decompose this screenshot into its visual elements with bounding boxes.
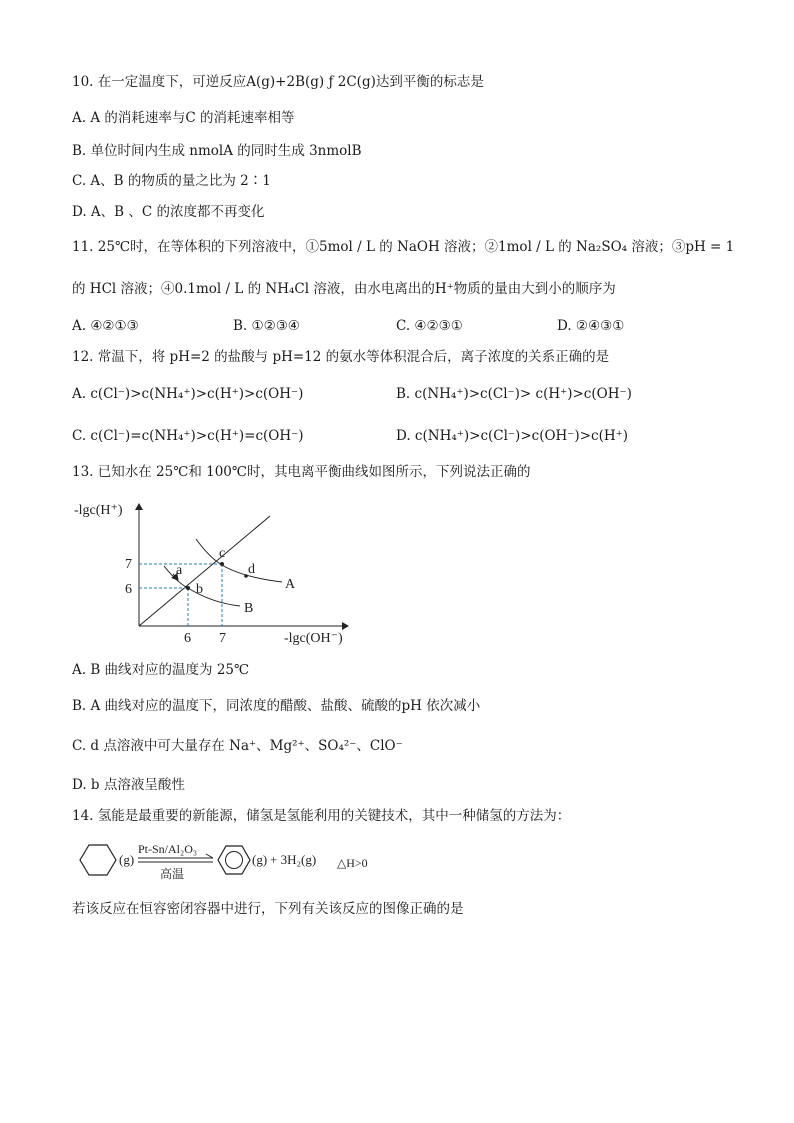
q13-option-a: A. B 曲线对应的温度为 25℃ xyxy=(72,662,250,678)
enthalpy-label: △H>0 xyxy=(337,856,368,870)
y-tick-7: 7 xyxy=(125,557,132,572)
q11-option-b: B. ①②③④ xyxy=(233,318,300,334)
x-tick-6: 6 xyxy=(184,631,191,646)
q13-graph xyxy=(72,492,362,652)
catalyst-label: Pt-Sn/Al₂O₃ xyxy=(138,842,198,856)
condition-label: 高温 xyxy=(160,867,185,881)
y-tick-6: 6 xyxy=(125,582,132,597)
h2-product: + 3H₂(g) xyxy=(270,852,317,867)
q12-option-a: A. c(Cl⁻)>c(NH₄⁺)>c(H⁺)>c(OH⁻) xyxy=(72,386,304,402)
q11-option-d: D. ②④③① xyxy=(557,318,625,334)
q12-option-c: C. c(Cl⁻)=c(NH₄⁺)>c(H⁺)=c(OH⁻) xyxy=(72,428,304,444)
product-state: (g) xyxy=(252,852,268,867)
q14-question: 若该反应在恒容密闭容器中进行，下列有关该反应的图像正确的是 xyxy=(72,901,464,917)
cyclohexane-icon xyxy=(80,845,116,875)
q11-option-c: C. ④②③① xyxy=(396,318,463,334)
q14-stem: 14. 氢能是最重要的新能源，储氢是氢能利用的关键技术，其中一种储氢的方法为： xyxy=(72,808,571,824)
reaction-arrow-head xyxy=(206,854,213,858)
reactant-state: (g) xyxy=(119,852,135,867)
q14-equation xyxy=(72,836,392,886)
point-c-label: c xyxy=(219,546,226,561)
q13-option-d: D. b 点溶液呈酸性 xyxy=(72,777,185,793)
q12-option-d: D. c(NH₄⁺)>c(Cl⁻)>c(OH⁻)>c(H⁺) xyxy=(396,428,628,444)
point-a-label: a xyxy=(176,563,183,578)
q10-option-c: C. A、B 的物质的量之比为 2∶1 xyxy=(72,173,271,189)
q10-option-a: A. A 的消耗速率与C 的消耗速率相等 xyxy=(72,110,295,126)
q13-option-c: C. d 点溶液中可大量存在 Na⁺、Mg²⁺、SO₄²⁻、ClO⁻ xyxy=(72,738,403,754)
point-c-dot xyxy=(220,562,224,566)
q10-option-d: D. A、B 、C 的浓度都不再变化 xyxy=(72,204,265,220)
q12-stem: 12. 常温下，将 pH=2 的盐酸与 pH=12 的氨水等体积混合后，离子浓度的关系正确的是 xyxy=(72,349,610,365)
q11-stem-line2: 的 HCl 溶液；④0.1mol / L 的 NH₄Cl 溶液，由水电离出的H⁺物质的量由大到小的顺序为 xyxy=(72,281,616,297)
q11-stem-line1: 11. 25℃时，在等体积的下列溶液中，①5mol / L 的 NaOH 溶液；②1mol / L 的 Na₂SO₄ 溶液；③pH = 1 xyxy=(72,239,735,255)
y-axis-label: -lgc(H⁺) xyxy=(74,503,123,518)
curve-a-label: A xyxy=(285,577,296,592)
x-tick-7: 7 xyxy=(219,631,226,646)
curve-b-label: B xyxy=(244,601,254,616)
x-axis-label: -lgc(OH⁻) xyxy=(284,631,343,646)
curve-a xyxy=(196,539,282,582)
point-b-label: b xyxy=(196,582,203,597)
q12-option-b: B. c(NH₄⁺)>c(Cl⁻)> c(H⁺)>c(OH⁻) xyxy=(396,386,632,402)
benzene-ring-icon xyxy=(226,852,243,869)
q10-stem: 10. 在一定温度下，可逆反应A(g)+2B(g) ƒ 2C(g)达到平衡的标志是 xyxy=(72,74,484,90)
point-d-label: d xyxy=(248,562,255,577)
q13-stem: 13. 已知水在 25℃和 100℃时，其电离平衡曲线如图所示，下列说法正确的 xyxy=(72,464,531,480)
q13-option-b: B. A 曲线对应的温度下，同浓度的醋酸、盐酸、硫酸的pH 依次减小 xyxy=(72,698,481,714)
q11-option-a: A. ④②①③ xyxy=(72,318,139,334)
q10-option-b: B. 单位时间内生成 nmolA 的同时生成 3nmolB xyxy=(72,143,362,159)
point-b-dot xyxy=(186,586,190,590)
benzene-icon xyxy=(218,846,250,874)
